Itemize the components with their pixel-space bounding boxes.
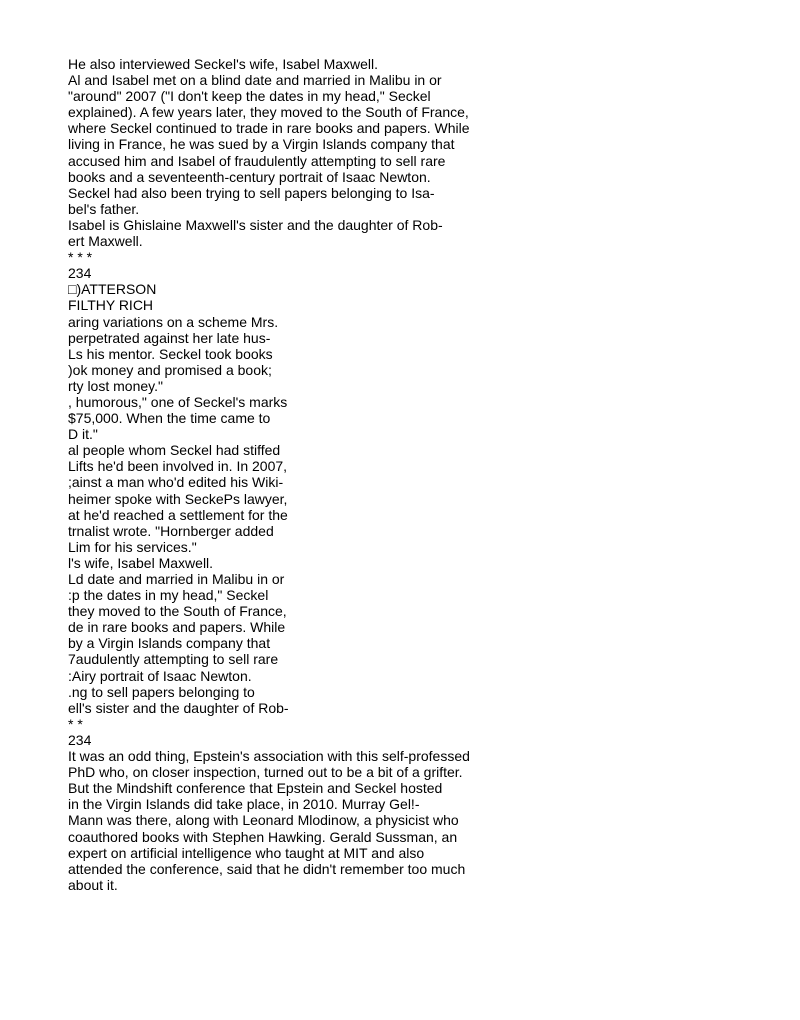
document-page: [68, 56, 768, 893]
text-line: It was an odd thing, Epstein's association with this self-professed: [68, 748, 470, 765]
text-line: where Seckel continued to trade in rare books and papers. While: [68, 120, 470, 137]
text-line: rty lost money.": [68, 377, 163, 394]
text-line: Ls his mentor. Seckel took books: [68, 345, 273, 362]
text-line: Isabel is Ghislaine Maxwell's sister and the daughter of Rob-: [68, 216, 443, 233]
running-head-author: □)ATTERSON: [68, 281, 157, 298]
text-line: living in France, he was sued by a Virgin Islands company that: [68, 136, 455, 153]
text-line: Lifts he'd been involved in. In 2007,: [68, 458, 288, 475]
running-head-title: FILTHY RICH: [68, 297, 154, 314]
page-number: 234: [68, 731, 92, 748]
text-line: de in rare books and papers. While: [68, 619, 286, 636]
text-line: ell's sister and the daughter of Rob-: [68, 699, 289, 716]
text-line: Seckel had also been trying to sell papers belonging to Isa-: [68, 184, 435, 201]
text-line: explained). A few years later, they moved to the South of France,: [68, 104, 469, 121]
text-line: about it.: [68, 876, 118, 893]
text-line: aring variations on a scheme Mrs.: [68, 313, 279, 330]
text-line: PhD who, on closer inspection, turned out to be a bit of a grifter.: [68, 764, 463, 781]
text-line: He also interviewed Seckel's wife, Isabel Maxwell.: [68, 56, 379, 72]
text-line: Mann was there, along with Leonard Mlodinow, a physicist who: [68, 812, 459, 829]
text-line: .ng to sell papers belonging to: [68, 683, 255, 700]
text-line: ;ainst a man who'd edited his Wiki-: [68, 474, 284, 491]
text-line: they moved to the South of France,: [68, 603, 287, 620]
text-line: trnalist wrote. "Hornberger added: [68, 522, 274, 539]
text-line: D it.": [68, 426, 98, 443]
text-line: at he'd reached a settlement for the: [68, 506, 288, 523]
text-line: attended the conference, said that he didn't remember too much: [68, 860, 466, 877]
text-line: Ld date and married in Malibu in or: [68, 571, 285, 587]
text-line: Lim for his services.": [68, 538, 197, 555]
text-line: bel's father.: [68, 200, 140, 217]
text-line: :p the dates in my head," Seckel: [68, 587, 269, 604]
section-break: * * *: [68, 249, 93, 266]
text-line: , humorous," one of Seckel's marks: [68, 393, 288, 410]
text-line: perpetrated against her late hus-: [68, 329, 271, 346]
text-line: books and a seventeenth-century portrait of Isaac Newton.: [68, 168, 431, 185]
text-line: l's wife, Isabel Maxwell.: [68, 554, 214, 571]
text-line: $75,000. When the time came to: [68, 410, 271, 427]
text-line: But the Mindshift conference that Epstein and Seckel hosted: [68, 780, 443, 797]
section-break: * *: [68, 715, 83, 732]
text-line: in the Virgin Islands did take place, in 2010. Murray Gel!-: [68, 796, 420, 813]
text-line: expert on artificial intelligence who taught at MIT and also: [68, 844, 425, 861]
text-line: by a Virgin Islands company that: [68, 635, 271, 652]
text-line: Al and Isabel met on a blind date and married in Malibu in or: [68, 72, 442, 89]
text-line: :Airy portrait of Isaac Newton.: [68, 667, 252, 684]
text-line: ert Maxwell.: [68, 233, 143, 250]
text-line: coauthored books with Stephen Hawking. Gerald Sussman, an: [68, 828, 458, 845]
text-line: heimer spoke with SeckePs lawyer,: [68, 490, 288, 507]
text-line: "around" 2007 ("I don't keep the dates in my head," Seckel: [68, 88, 431, 105]
text-line: accused him and Isabel of fraudulently attempting to sell rare: [68, 152, 446, 169]
text-line: )ok money and promised a book;: [68, 361, 272, 378]
text-line: al people whom Seckel had stiffed: [68, 442, 281, 459]
text-line: 7audulently attempting to sell rare: [68, 651, 279, 668]
page-number: 234: [68, 265, 92, 282]
